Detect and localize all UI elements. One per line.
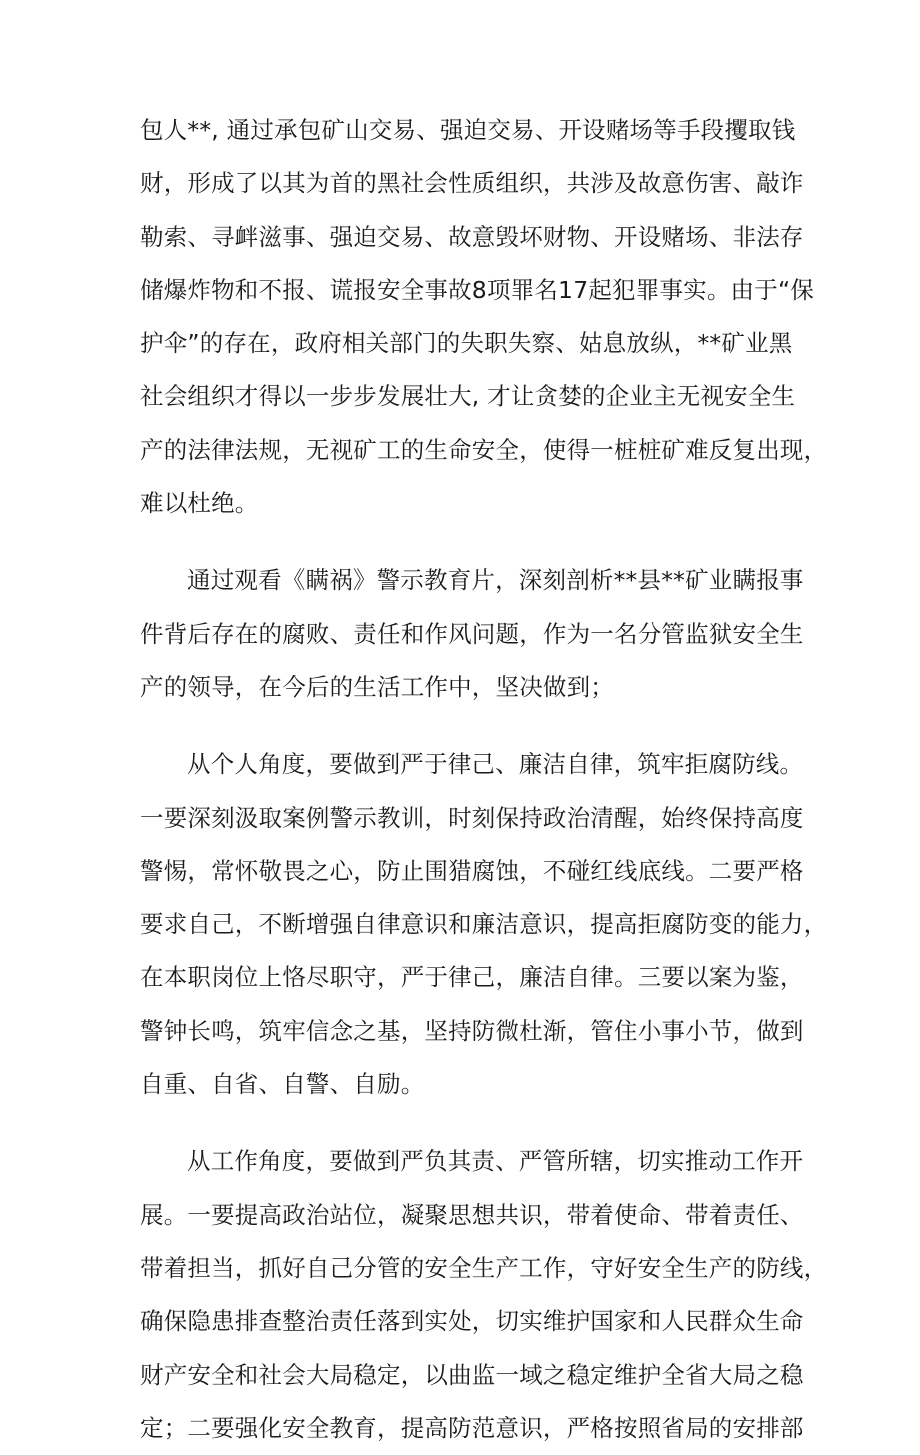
text-line: 确保隐患排查整治责任落到实处，切实维护国家和人民群众生命 bbox=[140, 1307, 804, 1336]
text-line: 自重、自省、自警、自励。 bbox=[140, 1070, 425, 1099]
text-line: 产的领导，在今后的生活工作中，坚决做到； bbox=[140, 672, 614, 701]
paragraph-gap bbox=[140, 1111, 790, 1135]
text-line: 带着担当，抓好自己分管的安全生产工作，守好安全生产的防线， bbox=[140, 1253, 828, 1282]
text-line: 定；二要强化安全教育，提高防范意识，严格按照省局的安排部 bbox=[140, 1413, 804, 1442]
text-line: 通过观看《瞒祸》警示教育片，深刻剖析**县**矿业瞒报事 bbox=[187, 566, 804, 595]
text-line: 包人**, 通过承包矿山交易、强迫交易、开设赌场等手段攫取钱 bbox=[140, 116, 796, 144]
text-line: 勒索、寻衅滋事、强迫交易、故意毁坏财物、开设赌场、非法存 bbox=[140, 222, 804, 251]
paragraph bbox=[140, 1135, 828, 1455]
text-line: 从个人角度，要做到严于律己、廉洁自律，筑牢拒腐防线。 bbox=[187, 750, 804, 779]
text-line: 在本职岗位上恪尽职守，严于律己，廉洁自律。三要以案为鉴， bbox=[140, 963, 804, 992]
text-line: 警惕，常怀敬畏之心，防止围猎腐蚀，不碰红线底线。二要严格 bbox=[140, 856, 804, 885]
text-line: 财，形成了以其为首的黑社会性质组织，共涉及故意伤害、敲诈 bbox=[140, 169, 804, 198]
text-line: 一要深刻汲取案例警示教训，时刻保持政治清醒，始终保持高度 bbox=[140, 803, 804, 832]
paragraph bbox=[140, 104, 828, 530]
paragraph bbox=[140, 554, 804, 714]
paragraph-gap bbox=[140, 530, 790, 554]
text-line: 展。一要提高政治站位，凝聚思想共识，带着使命、带着责任、 bbox=[140, 1200, 804, 1229]
text-line: 警钟长鸣，筑牢信念之基，坚持防微杜渐，管住小事小节，做到 bbox=[140, 1016, 804, 1045]
text-line: 产的法律法规，无视矿工的生命安全，使得一桩桩矿难反复出现， bbox=[140, 435, 828, 464]
paragraph-gap bbox=[140, 714, 790, 738]
text-line: 社会组织才得以一步步发展壮大, 才让贪婪的企业主无视安全生 bbox=[140, 382, 796, 411]
text-line: 要求自己，不断增强自律意识和廉洁意识，提高拒腐防变的能力， bbox=[140, 910, 828, 939]
text-line: 护伞”的存在，政府相关部门的失职失察、姑息放纵，**矿业黑 bbox=[140, 329, 793, 358]
document-body bbox=[140, 104, 828, 1455]
text-line: 难以杜绝。 bbox=[140, 489, 259, 518]
text-line: 财产安全和社会大局稳定，以曲监一域之稳定维护全省大局之稳 bbox=[140, 1360, 804, 1389]
text-line: 件背后存在的腐败、责任和作风问题，作为一名分管监狱安全生 bbox=[140, 619, 804, 648]
text-line: 储爆炸物和不报、谎报安全事故8项罪名17起犯罪事实。由于“保 bbox=[140, 275, 815, 304]
paragraph bbox=[140, 738, 828, 1111]
text-line: 从工作角度，要做到严负其责、严管所辖，切实推动工作开 bbox=[187, 1147, 804, 1176]
